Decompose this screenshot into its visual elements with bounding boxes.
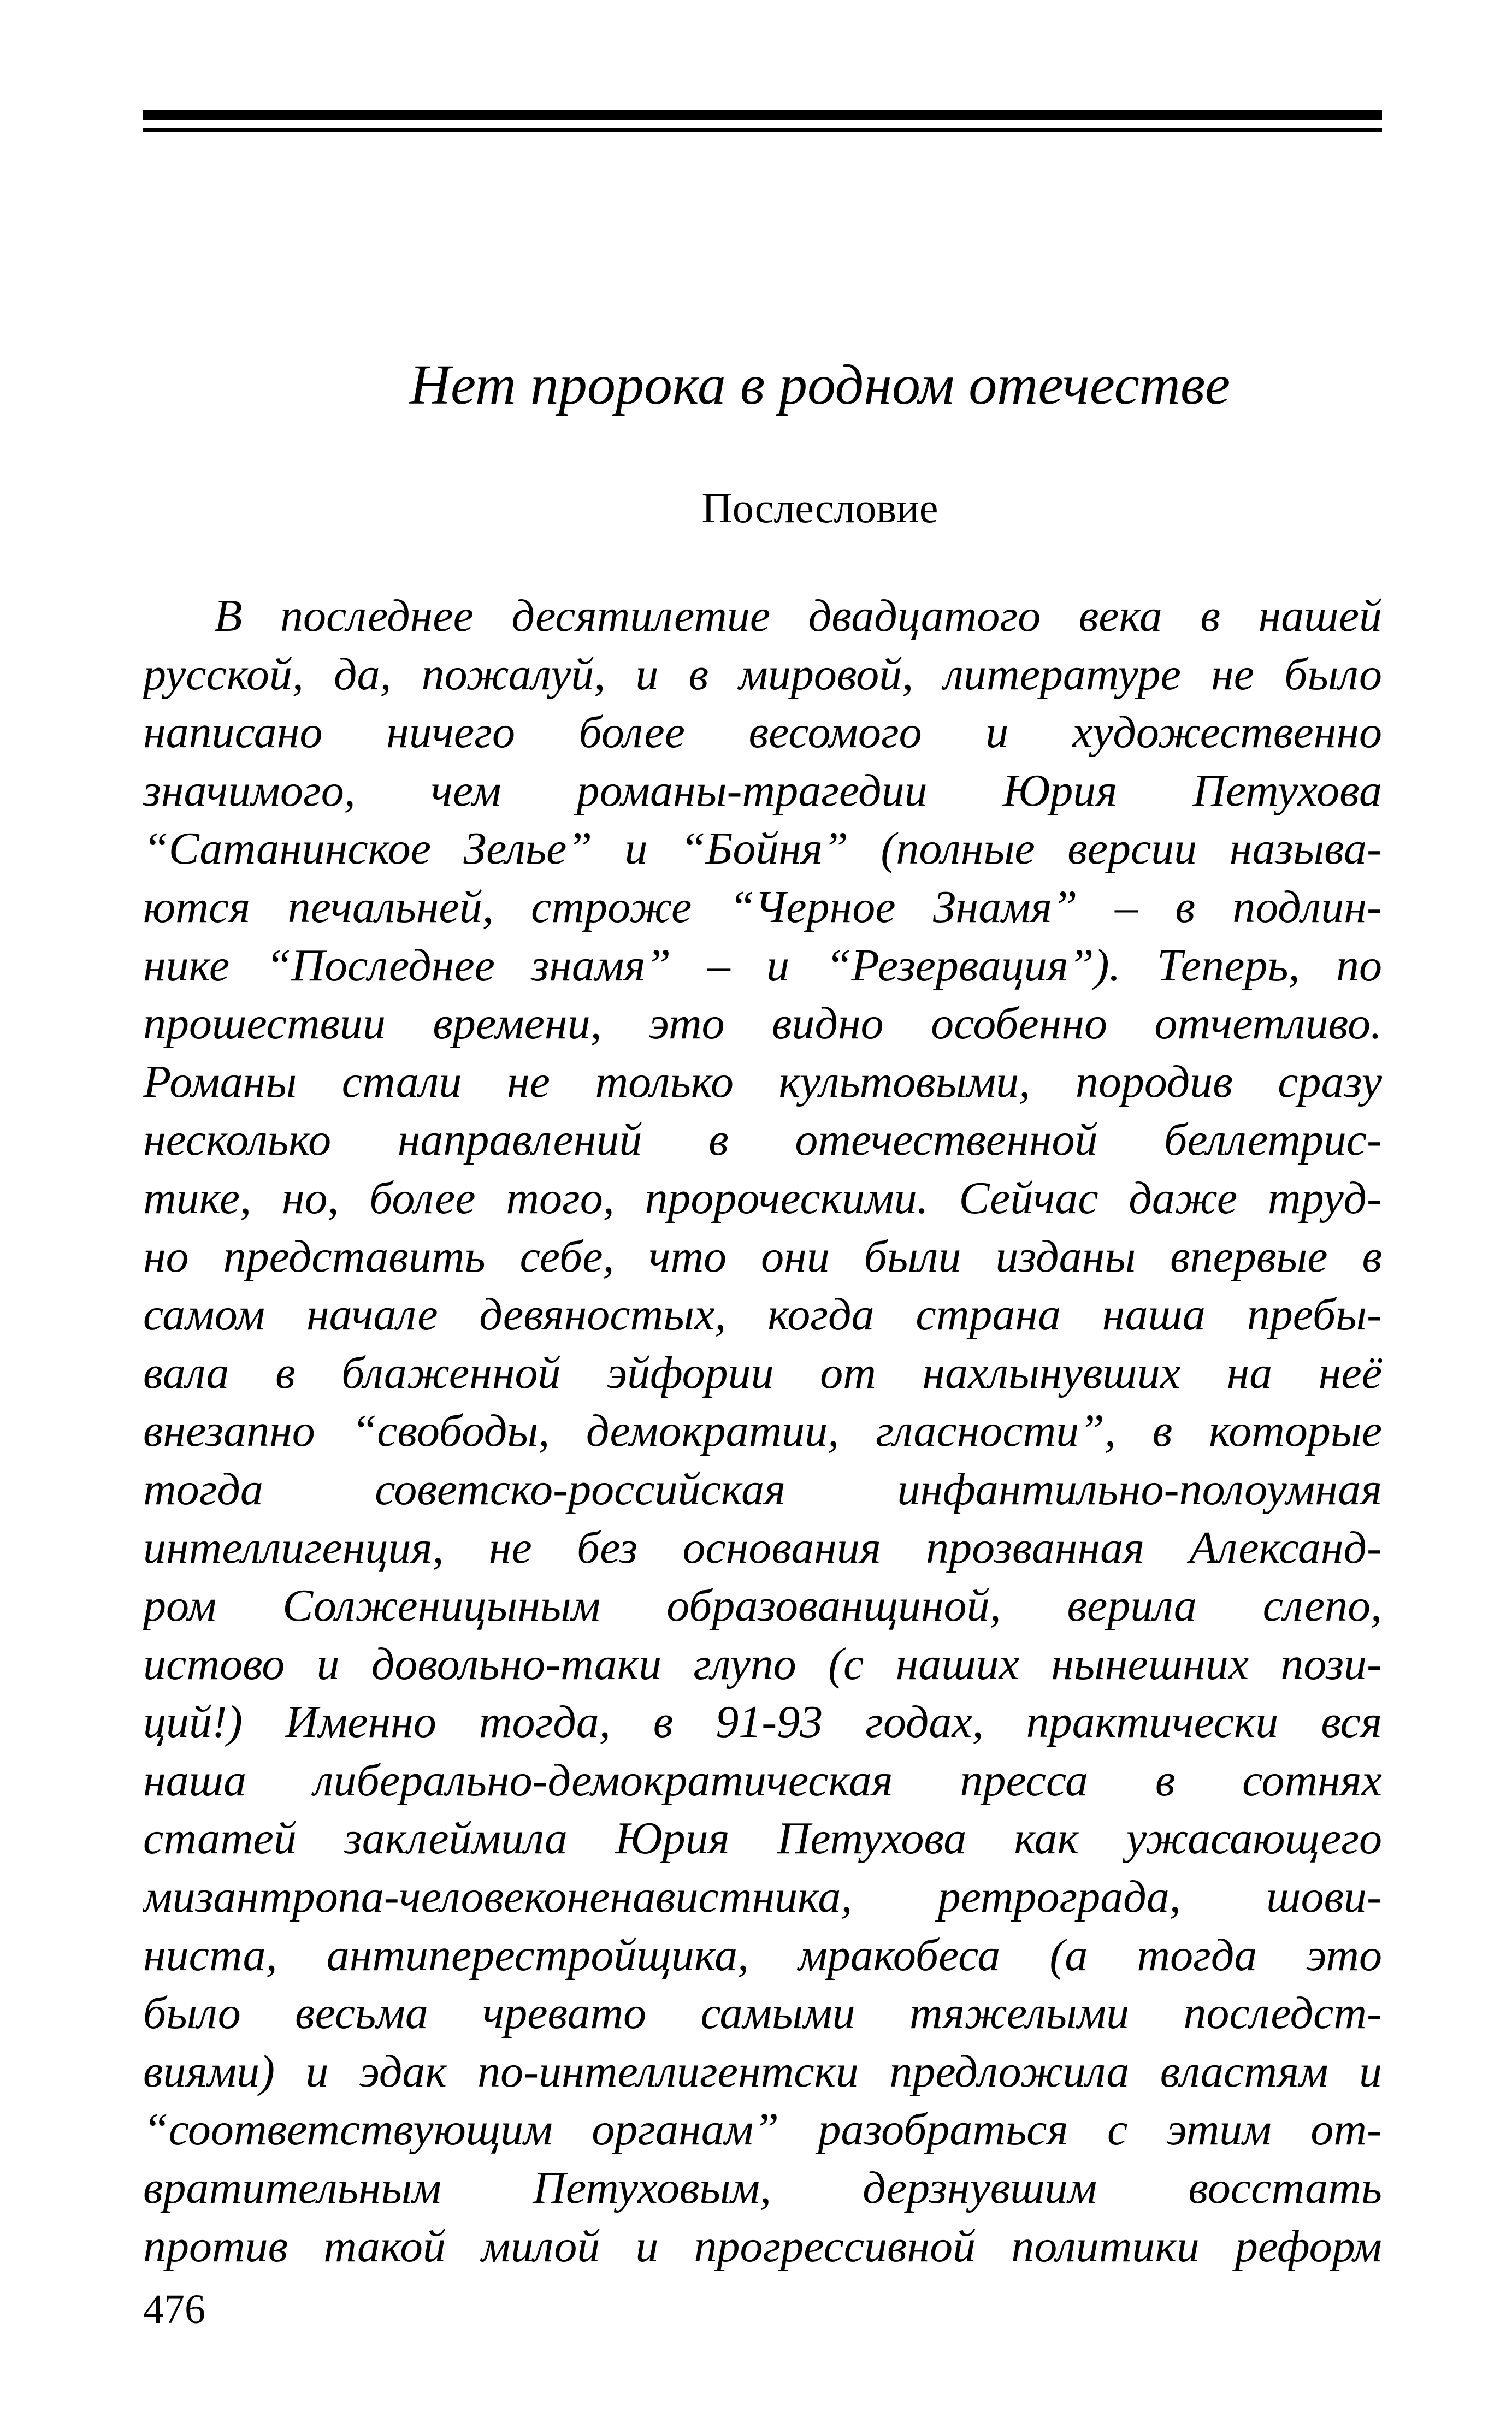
body-line: “Сатанинское Зелье” и “Бойня” (полные версии называ- — [143, 823, 1382, 874]
body-line: вала в блаженной эйфории от нахлынувших на неё — [143, 1347, 1382, 1398]
body-line: мизантропа-человеконенавистника, ретрограда, шови- — [143, 1871, 1382, 1923]
body-line: против такой милой и прогрессивной политики реформ — [143, 2220, 1382, 2272]
body-line: истово и довольно-таки глупо (с наших нынешних пози- — [143, 1638, 1382, 1689]
body-line: вратительным Петуховым, дерзнувшим восстать — [143, 2162, 1382, 2214]
chapter-title: Нет пророка в родном отечестве — [409, 353, 1231, 416]
body-line: ниста, антиперестройщика, мракобеса (а тогда это — [143, 1929, 1382, 1981]
body-line: написано ничего более весомого и художественно — [143, 707, 1382, 758]
body-line: наша либерально-демократическая пресса в сотнях — [143, 1754, 1382, 1806]
body-line: самом начале девяностых, когда страна наша пребы- — [143, 1289, 1382, 1340]
body-line: ций!) Именно тогда, в 91-93 годах, практически вся — [143, 1697, 1382, 1748]
body-line: было весьма чревато самыми тяжелыми последст- — [143, 1988, 1382, 2039]
body-line: тогда советско-российская инфантильно-полоумная — [143, 1463, 1382, 1515]
header-rule-thick — [143, 110, 1382, 120]
body-line: В последнее десятилетие двадцатого века в нашей — [214, 590, 1382, 641]
body-line: значимого, чем романы-трагедии Юрия Петухова — [143, 765, 1382, 816]
body-line: ром Солженицыным образованщиной, верила слепо, — [143, 1580, 1382, 1632]
body-text — [143, 587, 1382, 2276]
body-line: ются печальней, строже “Черное Знамя” – в подлин- — [143, 881, 1382, 932]
body-line: внезапно “свободы, демократии, гласности”, в которые — [143, 1405, 1382, 1457]
body-line: тике, но, более того, пророческими. Сейчас даже труд- — [143, 1172, 1382, 1224]
body-line: статей заклеймила Юрия Петухова как ужасающего — [143, 1813, 1382, 1864]
body-line: интеллигенция, не без основания прозванная Александ- — [143, 1522, 1382, 1573]
body-line: русской, да, пожалуй, и в мировой, литературе не было — [143, 648, 1382, 700]
body-line: но представить себе, что они были изданы впервые в — [143, 1231, 1382, 1282]
header-rule-thin — [143, 128, 1382, 132]
body-line: нике “Последнее знамя” – и “Резервация”). Теперь, по — [143, 939, 1382, 991]
body-line: виями) и эдак по-интеллигентски предложила властям и — [143, 2046, 1382, 2097]
body-line: “соответствующим органам” разобраться с этим от- — [143, 2104, 1382, 2155]
page-number: 476 — [143, 2286, 205, 2332]
chapter-subtitle: Послесловие — [701, 484, 938, 531]
body-line: Романы стали не только культовыми, породив сразу — [143, 1056, 1382, 1107]
body-line: прошествии времени, это видно особенно отчетливо. — [143, 998, 1382, 1049]
body-line: несколько направлений в отечественной беллетрис- — [143, 1114, 1382, 1166]
